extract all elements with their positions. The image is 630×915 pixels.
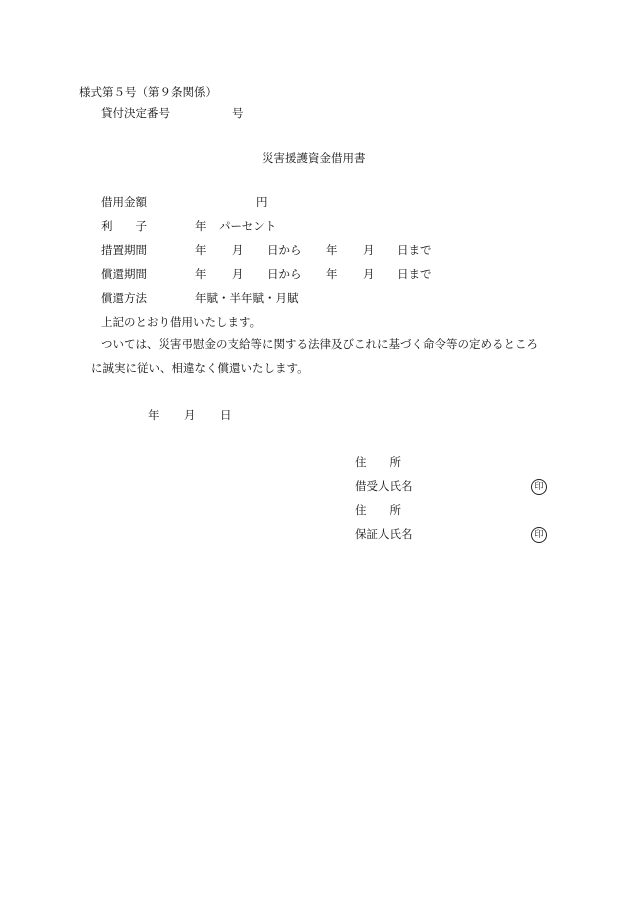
date-month: 月 [184, 408, 196, 422]
deferment-from-month: 月 [232, 243, 244, 257]
deferment-from-day: 日から [267, 243, 302, 257]
borrower-address-label: 住 所 [355, 455, 401, 469]
document-title: 災害援護資金借用書 [262, 151, 366, 165]
body-line-2: ついては、災害弔慰金の支給等に関する法律及びこれに基づく命令等の定めるところ [101, 337, 538, 351]
guarantor-address-label: 住 所 [355, 503, 401, 517]
repayment-from-day: 日から [267, 267, 302, 281]
repayment-method-label: 償還方法 [101, 291, 147, 305]
deferment-label: 措置期間 [101, 243, 147, 257]
interest-year: 年 [195, 219, 207, 233]
deferment-to-day: 日まで [397, 243, 432, 257]
body-line-1: 上記のとおり借用いたします。 [101, 315, 262, 329]
interest-unit: パーセント [219, 219, 277, 233]
repayment-label: 償還期間 [101, 267, 147, 281]
decision-number-label: 貸付決定番号 [101, 106, 170, 120]
amount-label: 借用金額 [101, 195, 147, 209]
amount-unit: 円 [256, 195, 268, 209]
date-day: 日 [220, 408, 232, 422]
deferment-from-year: 年 [195, 243, 207, 257]
interest-label: 利 子 [101, 219, 147, 233]
repayment-to-day: 日まで [397, 267, 432, 281]
form-number: 様式第５号（第９条関係） [79, 85, 217, 99]
date-year: 年 [148, 408, 160, 422]
guarantor-name-label: 保証人氏名 [355, 527, 413, 541]
body-line-3: に誠実に従い、相違なく償還いたします。 [91, 361, 309, 375]
deferment-to-year: 年 [326, 243, 338, 257]
repayment-from-month: 月 [232, 267, 244, 281]
repayment-method-value: 年賦・半年賦・月賦 [195, 291, 299, 305]
repayment-to-month: 月 [363, 267, 375, 281]
borrower-name-label: 借受人氏名 [355, 479, 413, 493]
repayment-from-year: 年 [195, 267, 207, 281]
decision-number-suffix: 号 [232, 106, 244, 120]
borrower-seal-icon: 印 [531, 479, 547, 495]
repayment-to-year: 年 [326, 267, 338, 281]
guarantor-seal-icon: 印 [531, 527, 547, 543]
deferment-to-month: 月 [363, 243, 375, 257]
